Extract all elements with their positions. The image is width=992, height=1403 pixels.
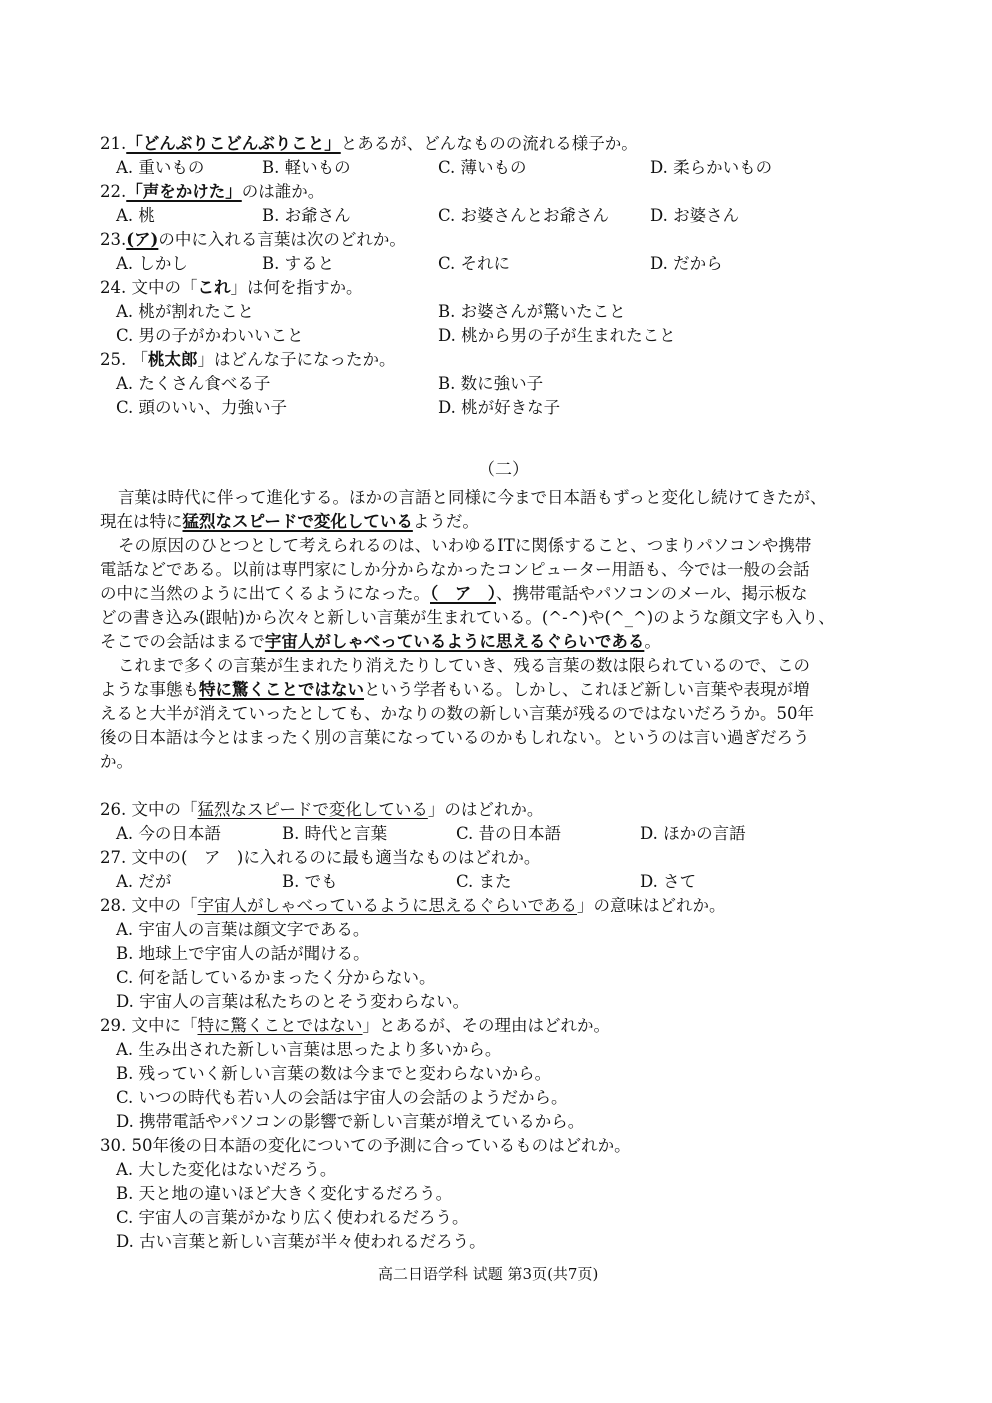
option-c: C. それに: [438, 254, 511, 273]
passage-line: [100, 630, 661, 654]
passage-text: 、携帯電話やパソコンのメール、掲示板な: [496, 584, 808, 603]
question-quote: 桃太郎: [148, 350, 198, 369]
option-b: B. 軽いもの: [262, 158, 351, 177]
page-footer: 高二日语学科 试题 第3页(共7页): [378, 1265, 599, 1283]
passage-line: これまで多くの言葉が生まれたり消えたりしていき、残る言葉の数は限られているので、この: [118, 656, 811, 675]
question-number: 23.: [100, 230, 127, 249]
passage-text: 。: [644, 632, 661, 651]
question-text: 25. 「: [100, 350, 148, 369]
question-21: [100, 132, 638, 156]
question-28: [100, 894, 726, 918]
section-title: （二）: [478, 460, 529, 480]
question-quote: これ: [197, 278, 231, 297]
question-text: 24. 文中の「: [100, 278, 198, 297]
passage-underline: 特に驚くことではない: [199, 680, 364, 699]
option-a: A. たくさん食べる子: [116, 374, 271, 393]
passage-line: [100, 582, 808, 606]
question-text: のは誰か。: [241, 182, 325, 201]
option-c: C. 男の子がかわいいこと: [116, 326, 304, 345]
passage-line: えると大半が消えていったとしても、かなりの数の新しい言葉が残るのではないだろうか。50年: [100, 704, 814, 723]
passage-text: 現在は特に: [100, 512, 183, 531]
option-a: A. 桃: [116, 206, 155, 225]
option-a: A. しかし: [116, 254, 188, 273]
option-d: D. 携帯電話やパソコンの影響で新しい言葉が増えているから。: [116, 1112, 585, 1131]
option-b: B. お爺さん: [262, 206, 351, 225]
question-number: 22.: [100, 182, 127, 201]
question-29: [100, 1014, 610, 1038]
option-a: A. 重いもの: [116, 158, 205, 177]
option-c: C. また: [456, 872, 512, 891]
question-quote: (ア): [126, 230, 159, 249]
option-b: B. 時代と言葉: [282, 824, 388, 843]
question-text: とあるが、どんなものの流れる様子か。: [340, 134, 638, 153]
option-a: A. 桃が割れたこと: [116, 302, 254, 321]
option-c: C. 何を話しているかまったく分からない。: [116, 968, 436, 987]
blank-a: （ ア ）: [430, 584, 496, 603]
option-b: B. 数に強い子: [438, 374, 544, 393]
passage-text: そこでの会話はまるで: [100, 632, 265, 651]
option-c: C. いつの時代も若い人の会話は宇宙人の会話のようだから。: [116, 1088, 568, 1107]
option-b: B. お婆さんが驚いたこと: [438, 302, 626, 321]
question-23: [100, 228, 406, 252]
passage-text: ような事態も: [100, 680, 199, 699]
option-c: C. 頭のいい、力強い子: [116, 398, 288, 417]
question-26: [100, 798, 543, 822]
passage-line: 電話などである。以前は専門家にしか分からなかったコンピューター用語も、今では一般の会話: [100, 560, 810, 579]
option-d: D. ほかの言語: [640, 824, 746, 843]
question-quote: 「声をかけた」: [126, 182, 242, 201]
question-27: 27. 文中の( ア )に入れるのに最も適当なものはどれか。: [100, 848, 541, 867]
option-c: C. 薄いもの: [438, 158, 527, 177]
option-c: C. 昔の日本語: [456, 824, 562, 843]
option-a: A. 今の日本語: [116, 824, 221, 843]
question-text: 29. 文中に「: [100, 1016, 198, 1035]
passage-line: [100, 510, 479, 534]
passage-line: どの書き込み(跟帖)から次々と新しい言葉が生まれている。(^-^)や(^_^)のような顔文字も入り、: [100, 608, 835, 627]
question-quote: 猛烈なスピードで変化している: [197, 800, 428, 819]
question-quote: 「どんぶりこどんぶりこと」: [126, 134, 341, 153]
option-c: C. 宇宙人の言葉がかなり広く使われるだろう。: [116, 1208, 469, 1227]
question-24: [100, 276, 363, 300]
option-a: A. 宇宙人の言葉は顔文字である。: [116, 920, 370, 939]
question-text: 」の意味はどれか。: [577, 896, 726, 915]
option-d: D. だから: [650, 254, 723, 273]
passage-line: その原因のひとつとして考えられるのは、いわゆるITに関係すること、つまりパソコンや携帯: [118, 536, 812, 555]
option-b: B. 残っていく新しい言葉の数は今までと変わらないから。: [116, 1064, 552, 1083]
question-text: 26. 文中の「: [100, 800, 198, 819]
passage-text: の中に当然のように出てくるようになった。: [100, 584, 430, 603]
question-text: 」はどんな子になったか。: [197, 350, 396, 369]
passage-text: という学者もいる。しかし、これほど新しい言葉や表現が増: [364, 680, 810, 699]
question-25: [100, 348, 396, 372]
question-number: 21.: [100, 134, 127, 153]
passage-text: ようだ。: [412, 512, 479, 531]
question-22: [100, 180, 324, 204]
passage-line: [100, 678, 810, 702]
option-d: D. 古い言葉と新しい言葉が半々使われるだろう。: [116, 1232, 486, 1251]
option-d: D. 桃から男の子が生まれたこと: [438, 326, 676, 345]
option-d: D. 桃が好きな子: [438, 398, 561, 417]
option-a: A. だが: [116, 872, 172, 891]
question-text: の中に入れる言葉は次のどれか。: [158, 230, 406, 249]
question-quote: 宇宙人がしゃべっているように思えるぐらいである: [197, 896, 577, 915]
question-text: 」は何を指すか。: [230, 278, 363, 297]
passage-line: 後の日本語は今とはまったく別の言葉になっているのかもしれない。というのは言い過ぎだろう: [100, 728, 810, 747]
option-b: B. すると: [262, 254, 335, 273]
question-quote: 特に驚くことではない: [197, 1016, 363, 1035]
passage-line: か。: [100, 752, 133, 771]
option-d: D. 柔らかいもの: [650, 158, 773, 177]
option-b: B. 地球上で宇宙人の話が聞ける。: [116, 944, 370, 963]
option-d: D. さて: [640, 872, 697, 891]
option-a: A. 生み出された新しい言葉は思ったより多いから。: [116, 1040, 502, 1059]
option-b: B. 天と地の違いほど大きく変化するだろう。: [116, 1184, 453, 1203]
option-d: D. お婆さん: [650, 206, 740, 225]
question-text: 」とあるが、その理由はどれか。: [362, 1016, 610, 1035]
option-c: C. お婆さんとお爺さん: [438, 206, 610, 225]
option-d: D. 宇宙人の言葉は私たちのとそう変わらない。: [116, 992, 470, 1011]
passage-underline: 猛烈なスピードで変化している: [182, 512, 413, 531]
passage-underline: 宇宙人がしゃべっているように思えるぐらいである: [264, 632, 645, 651]
option-a: A. 大した変化はないだろう。: [116, 1160, 337, 1179]
question-text: 」のはどれか。: [427, 800, 544, 819]
question-text: 28. 文中の「: [100, 896, 198, 915]
question-30: 30. 50年後の日本語の変化についての予測に合っているものはどれか。: [100, 1136, 631, 1155]
option-b: B. でも: [282, 872, 338, 891]
passage-line: 言葉は時代に伴って進化する。ほかの言語と同様に今まで日本語もずっと変化し続けてきたが、: [118, 488, 827, 507]
